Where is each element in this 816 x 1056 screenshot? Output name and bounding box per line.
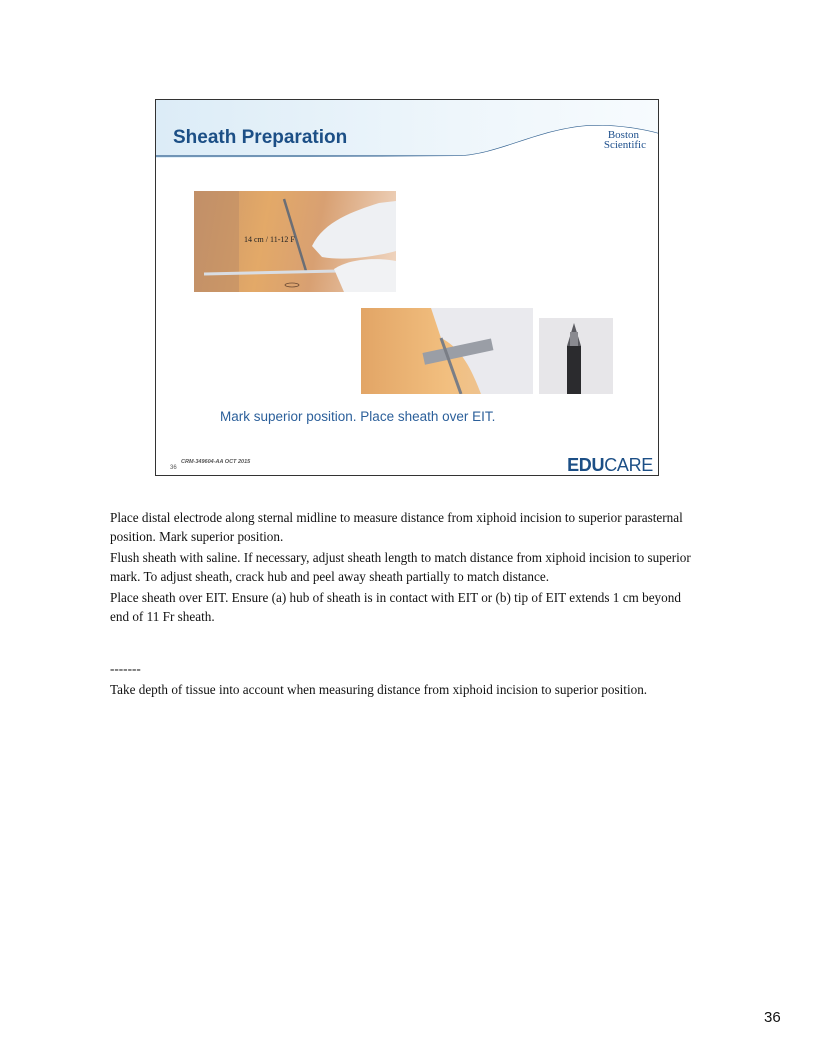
slide-document-code: CRM-349604-AA OCT 2015 bbox=[181, 459, 251, 465]
logo-line-1: Boston bbox=[607, 129, 640, 141]
boston-scientific-logo bbox=[603, 129, 646, 151]
slide-title: Sheath Preparation bbox=[173, 127, 348, 148]
speaker-notes bbox=[110, 508, 700, 701]
photo-2-drawing bbox=[361, 308, 533, 394]
photo-sheath-tip bbox=[539, 318, 613, 394]
slide-thumbnail bbox=[155, 99, 659, 476]
photo-sheath-over-eit bbox=[361, 308, 533, 394]
photo-3-drawing bbox=[539, 318, 613, 394]
photo-electrode-measurement bbox=[194, 191, 396, 292]
educare-care: CARE bbox=[604, 455, 653, 475]
notes-spacer bbox=[110, 628, 700, 659]
slide-caption: Mark superior position. Place sheath over EIT. bbox=[220, 409, 496, 424]
slide-header bbox=[156, 100, 658, 158]
educare-logo bbox=[567, 455, 653, 476]
logo-line-2: Scientific bbox=[603, 139, 646, 151]
photo-1-drawing bbox=[194, 191, 396, 292]
page-number: 36 bbox=[764, 1009, 781, 1026]
slide-number: 36 bbox=[170, 465, 177, 471]
notes-paragraph-2: Flush sheath with saline. If necessary, adjust sheath length to match distance from xiphoid incision to superior mark. To adjust sheath, crack hub and peel away sheath partially to match distance. bbox=[110, 550, 691, 584]
notes-separator: ------- bbox=[110, 661, 141, 676]
educare-edu: EDU bbox=[567, 455, 605, 475]
photo-label-size: 14 cm / 11-12 F bbox=[244, 235, 295, 244]
notes-paragraph-3: Place sheath over EIT. Ensure (a) hub of sheath is in contact with EIT or (b) tip of EIT extends 1 cm beyond end of 11 Fr sheath. bbox=[110, 590, 681, 624]
notes-paragraph-1: Place distal electrode along sternal midline to measure distance from xiphoid incision to superior parasternal position. Mark superior position. bbox=[110, 510, 683, 544]
notes-footnote: Take depth of tissue into account when measuring distance from xiphoid incision to superior position. bbox=[110, 682, 648, 697]
